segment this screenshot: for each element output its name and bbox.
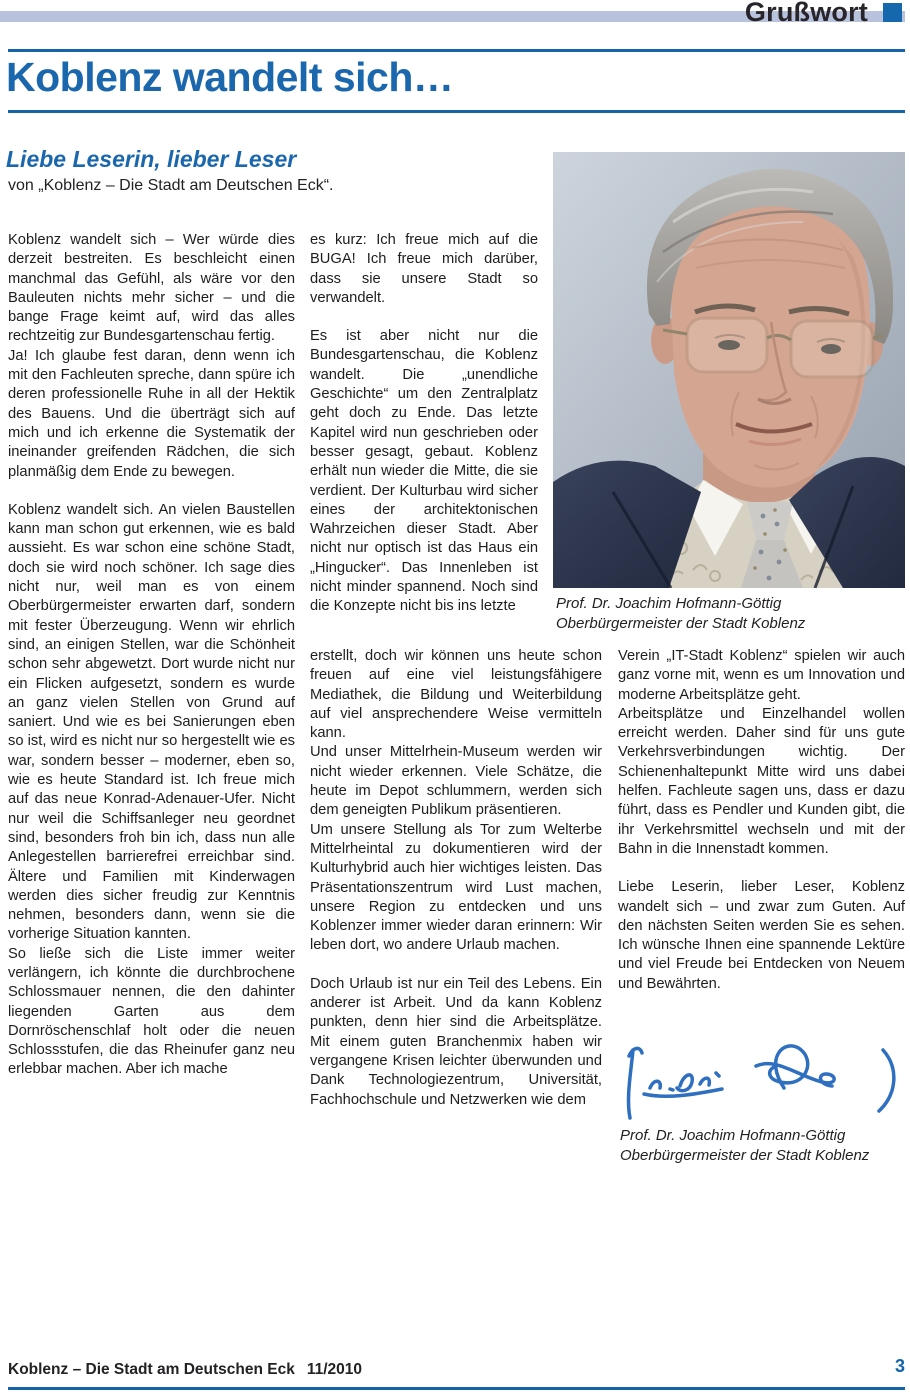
paragraph: Koblenz wandelt sich – Wer würde dies derzeit bestreiten. Es beschleicht einen manchmal das Gefühl, als wäre vor den Bauleuten nichts mehr sicher – und die bange Frage keimt auf, wird das alles rechtzeitig zur Bundesgartenschau fertig.: [8, 232, 295, 345]
page-title: Koblenz wandelt sich…: [6, 54, 454, 100]
paragraph: erstellt, doch wir können uns heute schon freuen auf eine viel leistungsfähigere Mediathek, die Bildung und Weiterbildung auf viel ansprechendere Weise vermitteln kann.: [310, 648, 602, 742]
paragraph: Liebe Leserin, lieber Leser, Koblenz wandelt sich – und zwar zum Guten. Auf den nächsten Seiten werden Sie es sehen. Ich wünsche Ihnen eine spannende Lektüre und viel Freude bei Entdecken von Neuem und Bewährten.: [618, 879, 905, 992]
paragraph: Um unsere Stellung als Tor zum Welterbe Mittelrheintal zu dokumentieren wird der Kulturhybrid auch hier wichtiges leisten. Das Präsentationszentrum wird Lust machen, unsere Region zu entdecken und uns Koblenzer immer wieder daran erinnern: Wir leben dort, wo andere Urlaub machen.: [310, 821, 602, 954]
paragraph: Koblenz wandelt sich. An vielen Baustellen kann man schon gut erkennen, wie es bald aussieht. Es war schon eine schöne Stadt, doch sie wird noch schöner. Ich sage dies nicht nur, weil man es von einem Oberbürgermeister erwarten darf, sondern mit fester Überzeugung. Wenn wir ehrlich sind, an einigen Stellen, war die Schönheit schon sehr abgewetzt. Dort wurde nicht nur ein Flicken aufgesetzt, sondern es wurde an ganz vielen Stellen von Grund auf saniert. Und wie es bei Sanierungen eben so ist, wird es nicht nur so hergestellt wie es war, sondern besser – moderner, eben so, wie es heute Standard ist. Ich freue mich auf das neue Konrad-Adenauer-Ufer. Nicht nur weil die Schiffsanleger neu geordnet sind, besonders froh bin ich, dass nun alle Anlegestellen barrierefrei erreichbar sind. Ältere und Familien mit Kinderwagen werden dies sicher freudig zur Kenntnis nehmen, besonders dann, wenn sie die vorherige Situation kannten.: [8, 501, 295, 943]
salutation-heading: Liebe Leserin, lieber Leser: [6, 146, 297, 172]
signature: [618, 1036, 908, 1124]
paragraph: Doch Urlaub ist nur ein Teil des Lebens. Ein anderer ist Arbeit. Und da kann Koblenz punkten, denn hier sind die Arbeitsplätze. Mit einem guten Branchenmix haben wir vergangene Krisen leichter überwunden und Dank Technologiezentrum, Universität, Fachhochschule und Netzwerken wie dem: [310, 975, 602, 1108]
signature-caption: [620, 1126, 869, 1166]
article-column-1: [8, 231, 295, 1080]
paragraph: So ließe sich die Liste immer weiter verlängern, ich könnte die durchbrochene Schlossmauer nennen, die den dahinter liegenden Garten aus dem Dornröschenschlaf holt oder die neuen Schlossstufen, die das Rheinufer ganz neu erlebbar machen. Aber ich mache: [8, 945, 295, 1078]
signature-caption-name: Prof. Dr. Joachim Hofmann-Göttig: [620, 1127, 846, 1144]
footer-title: [8, 1361, 362, 1379]
signature-handwriting: [618, 1036, 908, 1124]
paragraph: Es ist aber nicht nur die Bundesgartenschau, die Koblenz wandelt. Die „unendliche Geschichte“ um den Zentralplatz geht doch zu Ende. Das letzte Kapitel wird nun geschrieben oder besser gesagt, gebaut. Koblenz erhält nun wieder die Mitte, die sie verdient. Der Kulturbau wird sicher eines der architektonischen Wahrzeichen dieser Stadt. Aber nicht nur optisch ist das Haus ein „Hingucker“. Das Innenleben ist nicht minder spannend. Noch sind die Konzepte nicht bis ins letzte: [310, 328, 538, 615]
portrait-illustration: [553, 152, 905, 588]
paragraph: es kurz: Ich freue mich auf die BUGA! Ich freue mich darüber, dass sie unsere Stadt so verwandelt.: [310, 232, 538, 306]
divider-rule-under-title: [8, 110, 905, 113]
article-column-2-lower: [310, 647, 602, 1110]
source-line: von „Koblenz – Die Stadt am Deutschen Eck“.: [8, 177, 334, 194]
photo-caption-name: Prof. Dr. Joachim Hofmann-Göttig: [556, 595, 782, 612]
paragraph: Arbeitsplätze und Einzelhandel wollen erreicht werden. Daher sind für uns gute Verkehrsverbindungen wichtig. Der Schienenhaltepunkt Mitte wird uns dabei helfen. Fachleute sagen uns, dass er dazu führt, dass es Pendler und Kunden gibt, die ihr Verkehrsmittel wechseln und mit der Bahn in die Innenstadt kommen.: [618, 705, 905, 857]
section-marker-square: [883, 3, 902, 22]
footer-publication: Koblenz – Die Stadt am Deutschen Eck: [8, 1361, 295, 1378]
section-label: Grußwort: [744, 0, 868, 27]
photo-caption-role: Oberbürgermeister der Stadt Koblenz: [556, 615, 806, 632]
divider-rule-top: [8, 49, 905, 52]
article-column-2-upper: [310, 231, 538, 617]
paragraph: Und unser Mittelrhein-Museum werden wir nicht wieder erkennen. Viele Schätze, die heute im Depot schlummern, werden sich dem geneigten Publikum präsentieren.: [310, 744, 602, 819]
signature-caption-role: Oberbürgermeister der Stadt Koblenz: [620, 1147, 870, 1164]
divider-rule-bottom: [8, 1387, 905, 1390]
portrait-photo: [553, 152, 905, 588]
paragraph: Verein „IT-Stadt Koblenz“ spielen wir auch ganz vorne mit, wenn es um Innovation und moderne Arbeitsplätze geht.: [618, 648, 905, 703]
photo-caption: [556, 594, 805, 634]
footer-issue: 11/2010: [306, 1361, 363, 1378]
article-column-3: [618, 647, 905, 994]
page-number: 3: [894, 1356, 905, 1376]
paragraph: Ja! Ich glaube fest daran, denn wenn ich mit den Fachleuten spreche, dann spüre ich deren professionelle Ruhe in all der Hektik des Bauens. Und die überträgt sich auf mich und ich erkenne die Systematik der ineinander greifenden Rädchen, die sich planmäßig dem Ende zu bewegen.: [8, 347, 295, 480]
